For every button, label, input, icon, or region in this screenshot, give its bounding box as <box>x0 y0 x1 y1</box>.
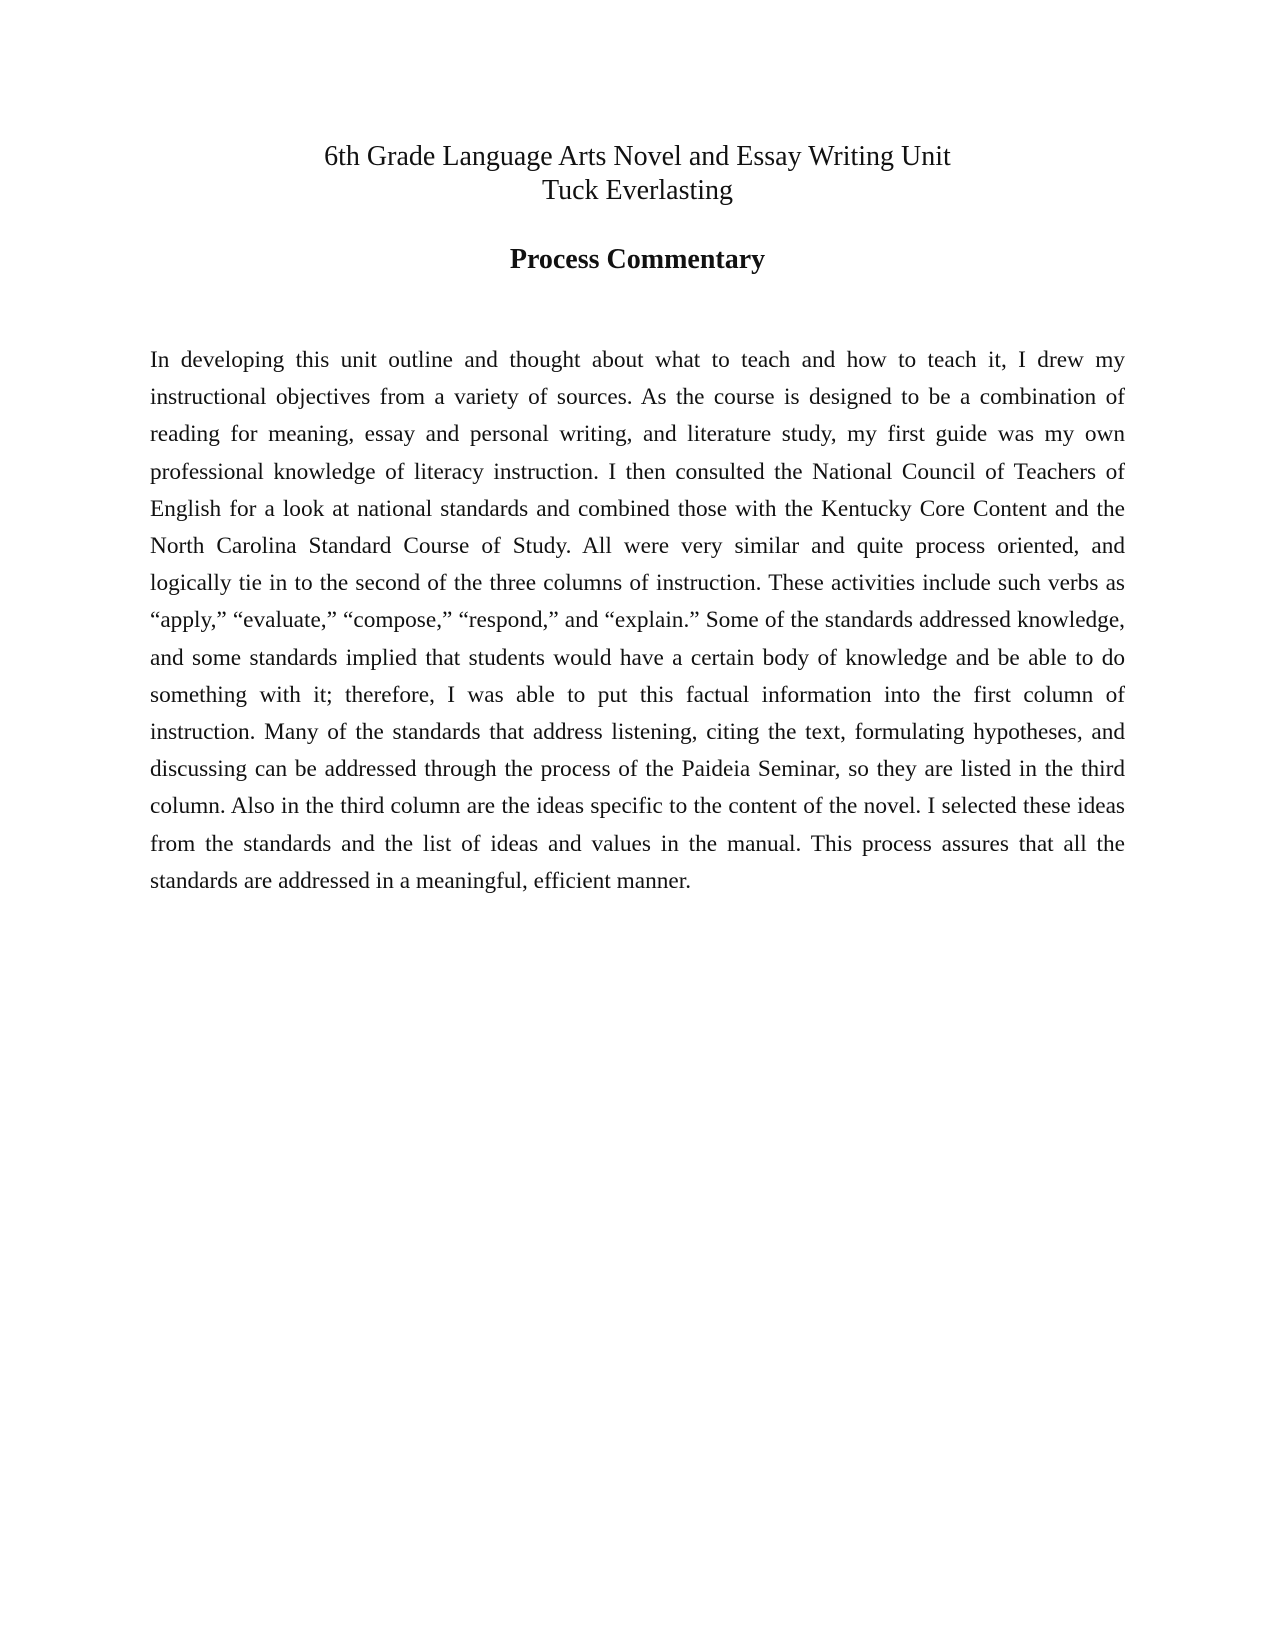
document-title: 6th Grade Language Arts Novel and Essay Writing Unit <box>324 141 951 172</box>
body-paragraph: In developing this unit outline and thought about what to teach and how to teach it, I drew my instructional objectives from a variety of sources. As the course is designed to be a combination of reading for meaning, essay and personal writing, and literature study, my first guide was my own professional knowledge of literacy instruction. I then consulted the National Council of Teachers of English for a look at national standards and combined those with the Kentucky Core Content and the North Carolina Standard Course of Study. All were very similar and quite process oriented, and logically tie in to the second of the three columns of instruction. These activities include such verbs as “apply,” “evaluate,” “compose,” “respond,” and “explain.” Some of the standards addressed knowledge, and some standards implied that students would have a certain body of knowledge and be able to do something with it; therefore, I was able to put this factual information into the first column of instruction. Many of the standards that address listening, citing the text, formulating hypotheses, and discussing can be addressed through the process of the Paideia Seminar, so they are listed in the third column. Also in the third column are the ideas specific to the content of the novel. I selected these ideas from the standards and the list of ideas and values in the manual. This process assures that all the standards are addressed in a meaningful, efficient manner. <box>150 347 1125 894</box>
document-subtitle: Tuck Everlasting <box>541 175 734 206</box>
document-title-block <box>0 140 1275 208</box>
section-heading: Process Commentary <box>509 244 766 275</box>
